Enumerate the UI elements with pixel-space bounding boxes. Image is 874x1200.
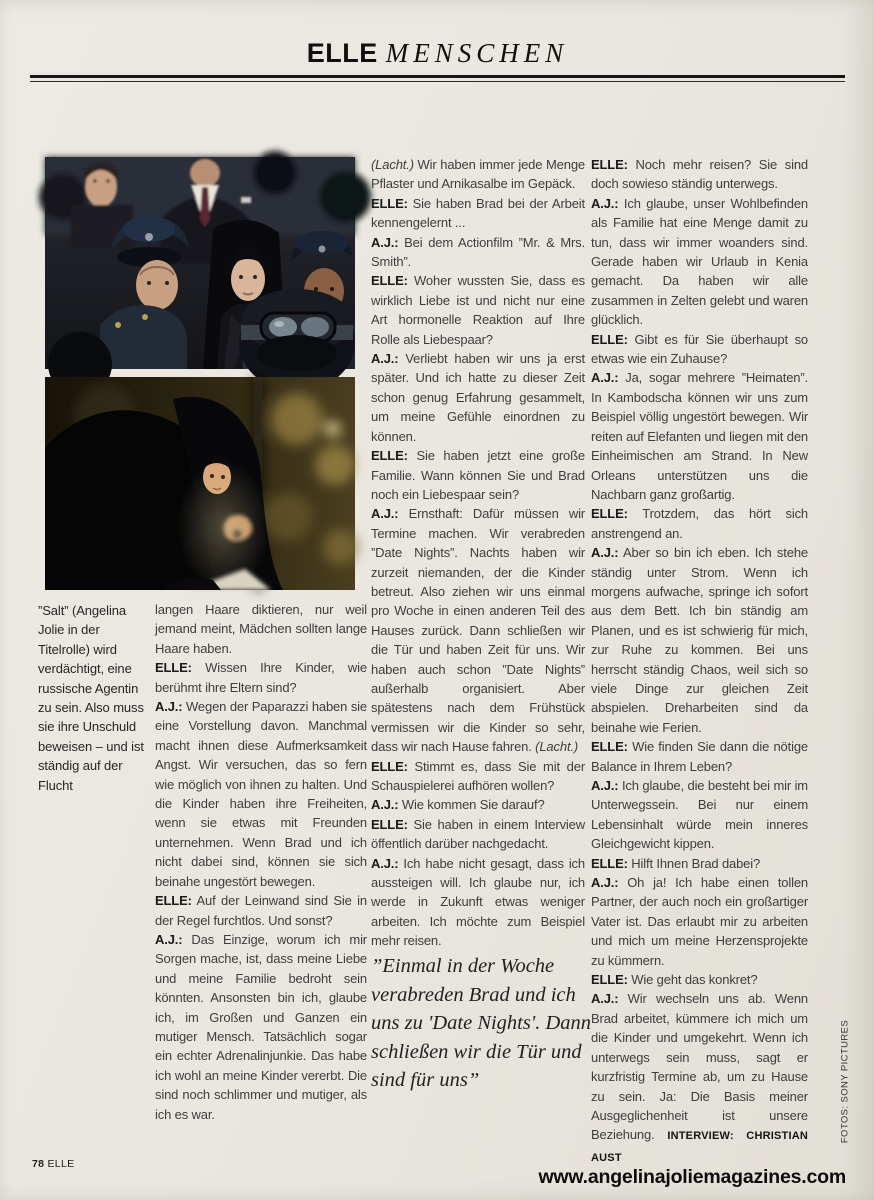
folio-number: 78	[32, 1158, 45, 1170]
folio-magazine: ELLE	[47, 1158, 75, 1170]
arrest-scene-illustration	[45, 157, 355, 369]
paragraph: A.J.: Ernsthaft: Dafür müssen wir Termine machen. Wir verabreden ”Date Nights”. Nachts haben wir zurzeit niemanden, der die Kinder betreut. Also ziehen wir uns einmal pro Woche in einen anderen Teil des Hauses zurück. Dann schließen wir die Tür und haben Zeit für uns. Wir haben auch schon ”Date Nights” außerhalb organisiert. Aber spätestens nach dem Frühstück vermissen wir die Kinder so sehr, dass wir nach Hause fahren. (Lacht.)	[371, 506, 585, 755]
article-column-1	[155, 600, 367, 1152]
paragraph: (Lacht.) Wir haben immer jede Menge Pflaster und Arnikasalbe im Gepäck.	[371, 157, 585, 192]
article-column-3	[591, 155, 808, 1164]
paragraph: A.J.: Ja, sogar mehrere ”Heimaten”. In Kambodscha können wir uns zum Beispiel völlig ungestört bewegen. Wir reiten auf Elefanten und liegen mit den Einheimischen am Strand. In New Orleans unterstützen uns die Nachbarn ganz großartig.	[591, 370, 808, 502]
paragraph: ELLE: Noch mehr reisen? Sie sind doch sowieso ständig unterwegs.	[591, 157, 808, 192]
section-title: MENSCHEN	[385, 38, 569, 68]
paragraph: A.J.: Aber so bin ich eben. Ich stehe ständig unter Strom. Wenn ich morgens aufwache, springe ich sofort aus dem Bett. Ich bin ständig am Planen, und es ist schwierig für mich, zur Ruhe zu kommen. Bei uns herrscht ständig Chaos, weil sich so viele Dinge zur gleichen Zeit abspielen. Dreharbeiten sind da beinahe wie Ferien.	[591, 545, 808, 735]
paragraph: A.J.: Ich glaube, die besteht bei mir im Unterwegssein. Bei nur einem Lebensinhalt würde mein inneres Gleichgewicht kippen.	[591, 778, 808, 852]
paragraph: ELLE: Hilft Ihnen Brad dabei?	[591, 855, 761, 871]
header-rule-thick	[30, 75, 845, 78]
paragraph: ELLE: Sie haben jetzt eine große Familie. Wann können Sie und Brad noch ein Liebespaar sein?	[371, 448, 585, 502]
paragraph: ELLE: Stimmt es, dass Sie mit der Schauspielerei aufhören wollen?	[371, 758, 585, 793]
paragraph: ELLE: Wie geht das konkret?	[591, 972, 758, 988]
paragraph: A.J.: Ich habe nicht gesagt, dass ich aussteigen will. Ich glaube nur, ich werde in Zukunft etwas weniger arbeiten. Ich möchte zum Beispiel mehr reisen.	[371, 855, 585, 949]
paragraph: ELLE: Gibt es für Sie überhaupt so etwas wie ein Zuhause?	[591, 331, 808, 367]
paragraph: A.J.: Wegen der Paparazzi haben sie eine Vorstellung davon. Manchmal macht ihnen diese Aufmerksamkeit Angst. Wir versuchen, das so fern wie möglich von ihnen zu halten. Und die Kinder haben ihre Freiheiten, wenn sie etwas mit Freunden unternehmen. Wenn Brad und ich nicht dabei sind, können sie sich beinahe ungestört bewegen.	[155, 699, 367, 889]
photo-flashlight-scene	[45, 377, 355, 590]
paragraph: ELLE: Auf der Leinwand sind Sie in der Regel furchtlos. Und sonst?	[155, 893, 367, 928]
paragraph: A.J.: Wie kommen Sie darauf?	[371, 797, 545, 813]
page-number	[32, 1158, 74, 1170]
pull-quote: ”Einmal in der Woche verabreden Brad und ich uns zu 'Date Nights'. Dann schließen wir die Tür und sind für uns”	[371, 955, 592, 1091]
photo-credit: FOTOS: SONY PICTURES	[839, 1019, 851, 1144]
header-rule-thin	[30, 81, 845, 82]
paragraph: ELLE: Trotzdem, das hört sich anstrengend an.	[591, 506, 808, 541]
photo-caption: ”Salt” (Angelina Jolie in der Titelrolle) wird verdächtigt, eine russische Agentin zu sein. Also muss sie ihre Unschuld beweisen – und ist ständig auf der Flucht	[38, 603, 144, 793]
flashlight-scene-illustration	[45, 377, 355, 590]
paragraph: ELLE: Wissen Ihre Kinder, wie berühmt ihre Eltern sind?	[155, 660, 367, 695]
paragraph: A.J.: Bei dem Actionfilm ”Mr. & Mrs. Smith”.	[371, 234, 585, 270]
photo-arrest-scene	[45, 157, 355, 369]
paragraph: A.J.: Verliebt haben wir uns ja erst später. Und ich hatte zu dieser Zeit schon genug Erfahrung gesammelt, um meine Gefühle einordnen zu können.	[371, 351, 585, 444]
paragraph: ELLE: Sie haben Brad bei der Arbeit kennengelernt ...	[371, 195, 585, 231]
paragraph: A.J.: Oh ja! Ich habe einen tollen Partner, der auch noch ein großartiger Vater ist. Das erlaubt mir zu arbeiten und mich um meine Herzensprojekte zu kümmern.	[591, 875, 808, 968]
paragraph: A.J.: Das Einzige, worum ich mir Sorgen mache, ist, dass meine Liebe und meine Familie bedroht sein könnten. Ansonsten bin ich, glaube ich, im Großen und Ganzen ein mutiger Mensch. Tatsächlich sogar ein echter Adrenalinjunkie. Das habe ich wohl an meine Kinder vererbt. Die sind noch schlimmer und mutiger, als ich es war.	[155, 931, 367, 1122]
paragraph: A.J.: Wir wechseln uns ab. Wenn Brad arbeitet, kümmere ich mich um die Kinder und umgekehrt. Wenn ich unterwegs sein muss, sagt er kurzfristig Termine ab, um zu Hause zu sein. Ja: Die Basis meiner Ausgeglichenheit ist unsere Beziehung. INTERVIEW: CHRISTIAN AUST	[591, 991, 808, 1164]
paragraph: ELLE: Sie haben in einem Interview öffentlich darüber nachgedacht.	[371, 816, 585, 852]
paragraph: A.J.: Ich glaube, unser Wohlbefinden als Familie hat eine Menge damit zu tun, dass wir immer woanders sind. Gerade haben wir Urlaub in Kenia gemacht. Da haben wir alle zusammen in Zelten gelebt und waren glücklich.	[591, 195, 808, 328]
brand-logo: ELLE	[306, 38, 378, 68]
paragraph: ELLE: Woher wussten Sie, dass es wirklich Liebe ist und nicht nur eine Art hormonelle Reaktion auf Ihre Rolle als Liebespaar?	[371, 273, 585, 347]
paragraph: langen Haare diktieren, nur weil jemand meint, Mädchen sollten lange Haare haben.	[155, 602, 367, 656]
paragraph: ELLE: Wie finden Sie dann die nötige Balance in Ihrem Leben?	[591, 739, 808, 774]
masthead	[30, 38, 845, 69]
article-column-2	[371, 155, 585, 949]
watermark-url: www.angelinajoliemagazines.com	[538, 1166, 846, 1188]
